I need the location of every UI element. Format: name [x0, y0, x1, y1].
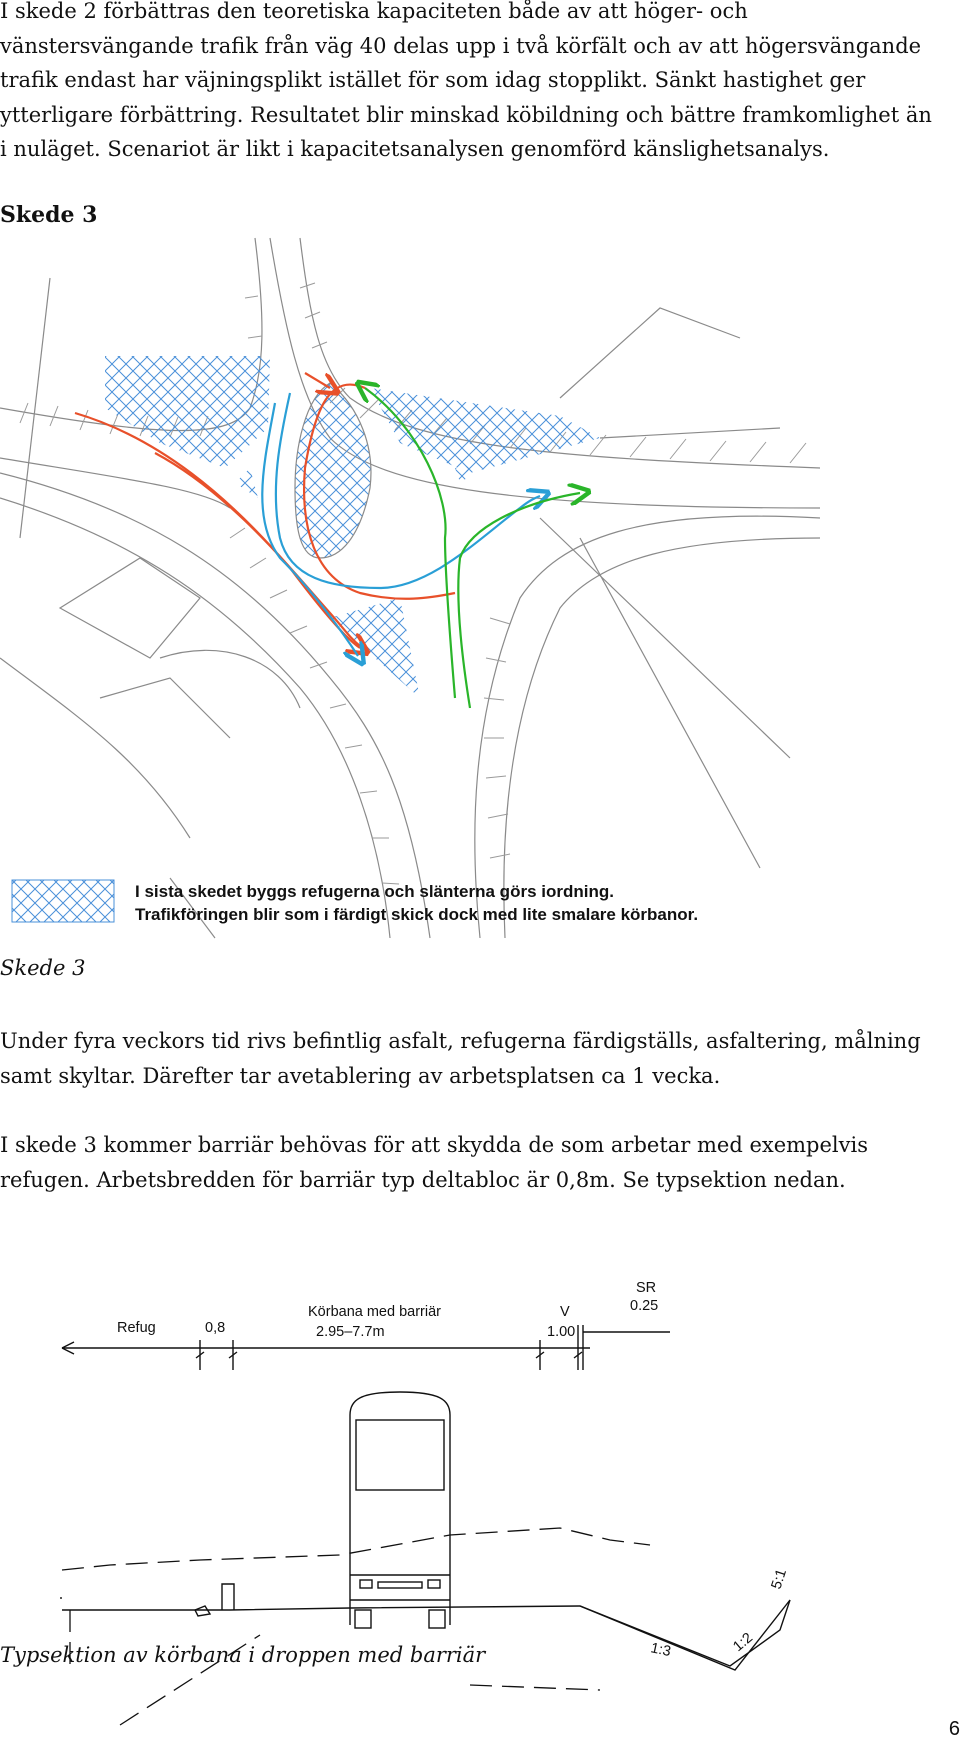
- label-slope-1-2: 1:2: [730, 1629, 757, 1656]
- label-korbana: Körbana med barriär: [308, 1304, 441, 1320]
- body-paragraph-1: Under fyra veckors tid rivs befintlig asfalt, refugerna färdigställs, asfaltering, målning samt skyltar. Därefter tar avetablering av arbetsplatsen ca 1 vecka.: [0, 1029, 921, 1088]
- label-refug: Refug: [117, 1320, 156, 1336]
- label-sr-width: 0.25: [630, 1298, 659, 1314]
- label-slope-1-3: 1:3: [649, 1640, 673, 1661]
- figure-caption-section: Typsektion av körbana i droppen med barriär: [0, 1643, 486, 1667]
- intro-paragraph: I skede 2 förbättras den teoretiska kapaciteten både av att höger- och vänstersvängande trafik från väg 40 delas upp i två körfält och av att högersvängande trafik endast har väjningsplikt istället för som idag stopplikt. Sänkt hastighet ger ytterligare förbättring. Resultatet blir minskad köbildning och bättre framkomlighet än i nuläget. Scenariot är likt i kapacitetsanalysen genomförd känslighetsanalys.: [0, 0, 932, 161]
- bus-icon: [350, 1392, 450, 1628]
- body-paragraph-2: I skede 3 kommer barriär behövas för att skydda de som arbetar med exempelvis refugen. Arbetsbredden för barriär typ deltabloc är 0,8m. Se typsektion nedan.: [0, 1133, 869, 1192]
- section-heading: Skede 3: [0, 202, 98, 228]
- plan-linework: [0, 238, 820, 938]
- figure-caption-plan: Skede 3: [0, 956, 86, 980]
- label-slope-5-1: 5:1: [768, 1567, 791, 1592]
- label-korbana-width: 2.95–7.7m: [316, 1324, 385, 1340]
- legend-hatch-swatch: [12, 880, 114, 922]
- intersection-plan-drawing: [0, 238, 820, 938]
- terrain-lines: [62, 1528, 650, 1725]
- label-sr: SR: [636, 1280, 657, 1296]
- label-v: V: [560, 1304, 570, 1320]
- label-barrier-width: 0,8: [205, 1320, 226, 1336]
- page-number: 6: [948, 1718, 960, 1740]
- legend-line-2: Trafikföringen blir som i färdigt skick dock med lite smalare körbanor.: [135, 905, 699, 924]
- label-v-width: 1.00: [547, 1324, 576, 1340]
- legend-line-1: I sista skedet byggs refugerna och slänterna görs iordning.: [135, 882, 614, 901]
- deltabloc-barrier: [222, 1584, 234, 1610]
